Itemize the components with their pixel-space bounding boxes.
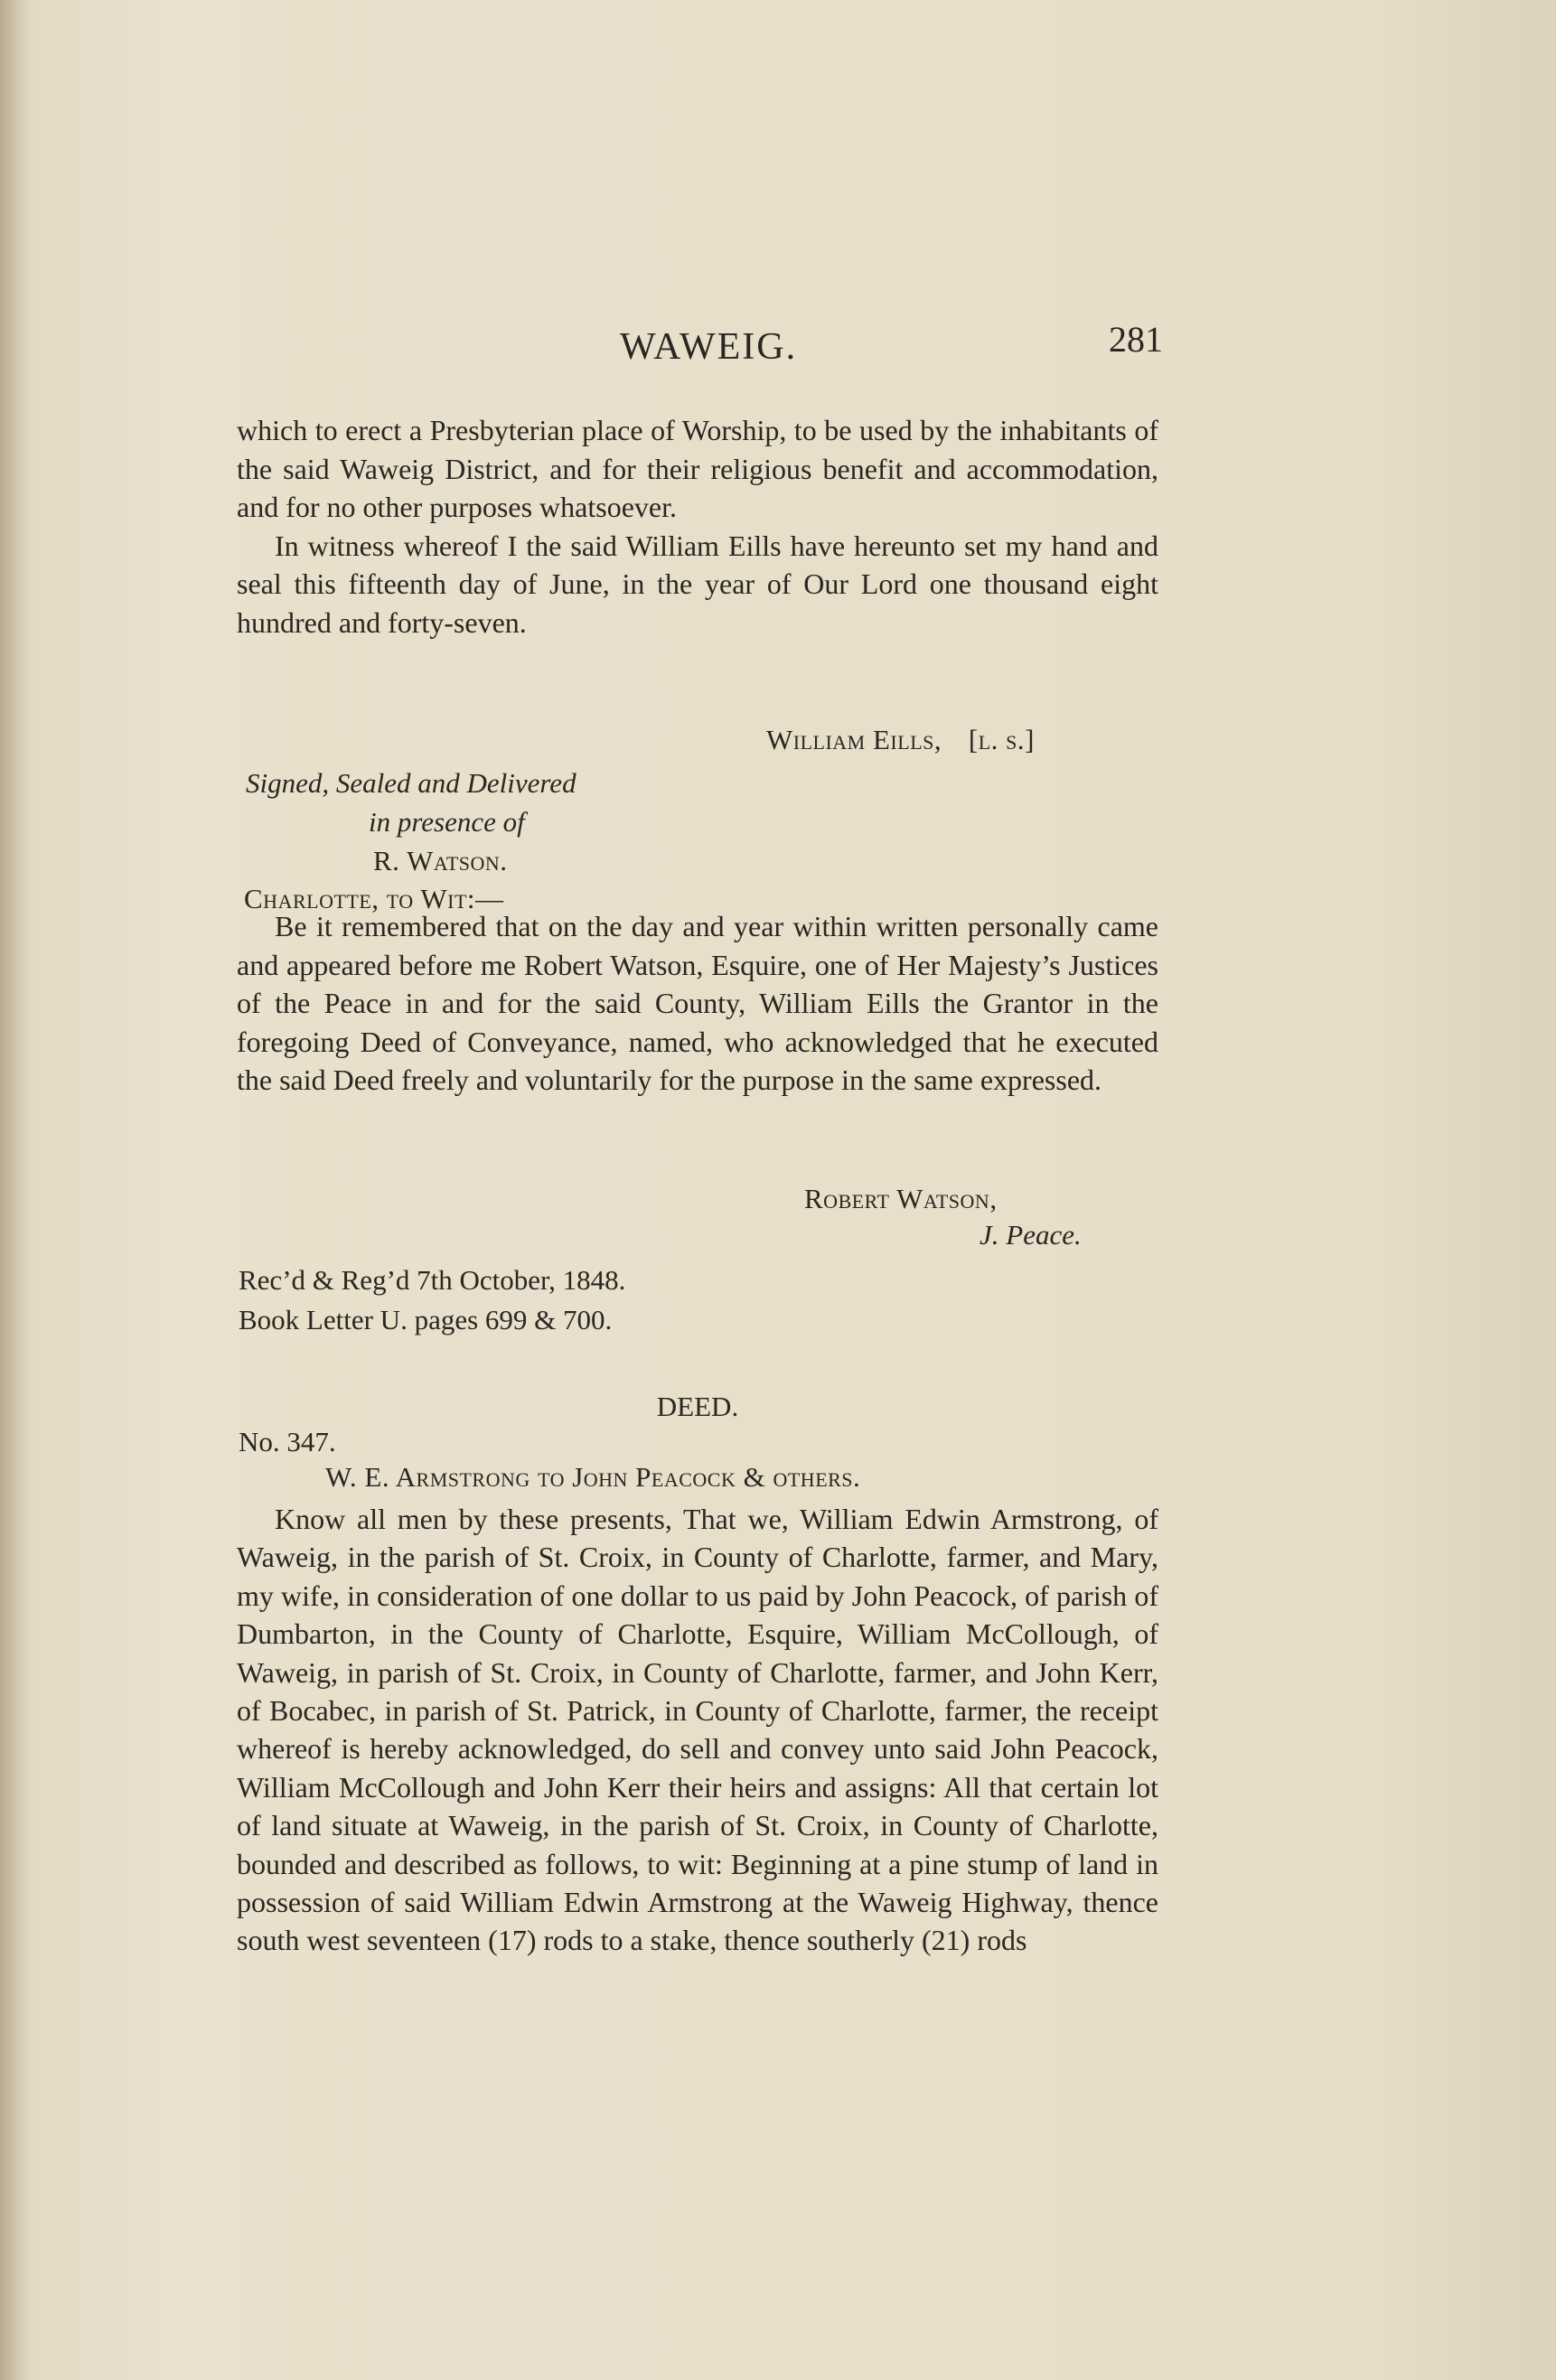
deed-heading: DEED. [656,1391,739,1422]
text-column-top [237,411,1158,642]
running-header [237,318,1163,372]
signature-1-name: William Eills, [766,724,942,755]
registration-line-1: Rec’d & Reg’d 7th October, 1848. [239,1264,626,1296]
witness-line-1: Signed, Sealed and Delivered [246,767,576,799]
witness-line-2: in presence of [369,806,525,838]
venue-line: Charlotte, to Wit:— [244,883,504,914]
text-column-middle [237,907,1158,1100]
witness-name: R. Watson. [373,845,508,876]
registration-line-2: Book Letter U. pages 699 & 700. [239,1304,613,1335]
seal-mark: [l. s.] [968,724,1035,755]
signature-1 [766,721,1035,759]
paragraph-1: which to erect a Presbyterian place of Worship, to be used by the inhabitants of the said Waweig District, and for their religious benefit and accommodation, and for no other purposes whatsoever. [237,414,1158,523]
deed-body: Know all men by these presents, That we, William Edwin Armstrong, of Waweig, in the parish of St. Croix, in County of Charlotte, farmer, and Mary, my wife, in consideration of one dollar to us paid by John Peacock, of parish of Dumbarton, in the County of Charlotte, Esquire, William McCollough, of Waweig, in parish of St. Croix, in County of Charlotte, farmer, and John Kerr, of Bocabec, in parish of St. Patrick, in County of Charlotte, farmer, the receipt whereof is hereby acknowledged, do sell and convey unto said John Peacock, William McCollough and John Kerr their heirs and assigns: All that certain lot of land situate at Waweig, in the parish of St. Croix, in County of Charlotte, bounded and described as follows, to wit: Beginning at a pine stump of land in possession of said William Edwin Armstrong at the Waweig Highway, thence south west seventeen (17) rods to a stake, thence southerly (21) rods [237,1503,1158,1957]
running-title: WAWEIG. [620,326,798,368]
signature-2-title: J. Peace. [980,1219,1082,1251]
paragraph-3: Be it remembered that on the day and year within written personally came and appeared before me Robert Watson, Esquire, one of Her Majesty’s Justices of the Peace in and for the said County, William Eills the Grantor in the foregoing Deed of Conveyance, named, who acknowledged that he executed the said Deed freely and voluntarily for the purpose in the same expressed. [237,910,1158,1096]
deed-parties: W. E. Armstrong to John Peacock & others. [325,1461,861,1493]
page-gutter [0,0,31,2380]
page-number: 281 [1109,319,1163,360]
signature-2-name: Robert Watson, [804,1183,998,1214]
deed-number: No. 347. [239,1426,336,1457]
paragraph-2: In witness whereof I the said William Eills have hereunto set my hand and seal this fifteenth day of June, in the year of Our Lord one thousand eight hundred and forty-seven. [237,529,1158,639]
text-column-bottom [237,1500,1158,1960]
